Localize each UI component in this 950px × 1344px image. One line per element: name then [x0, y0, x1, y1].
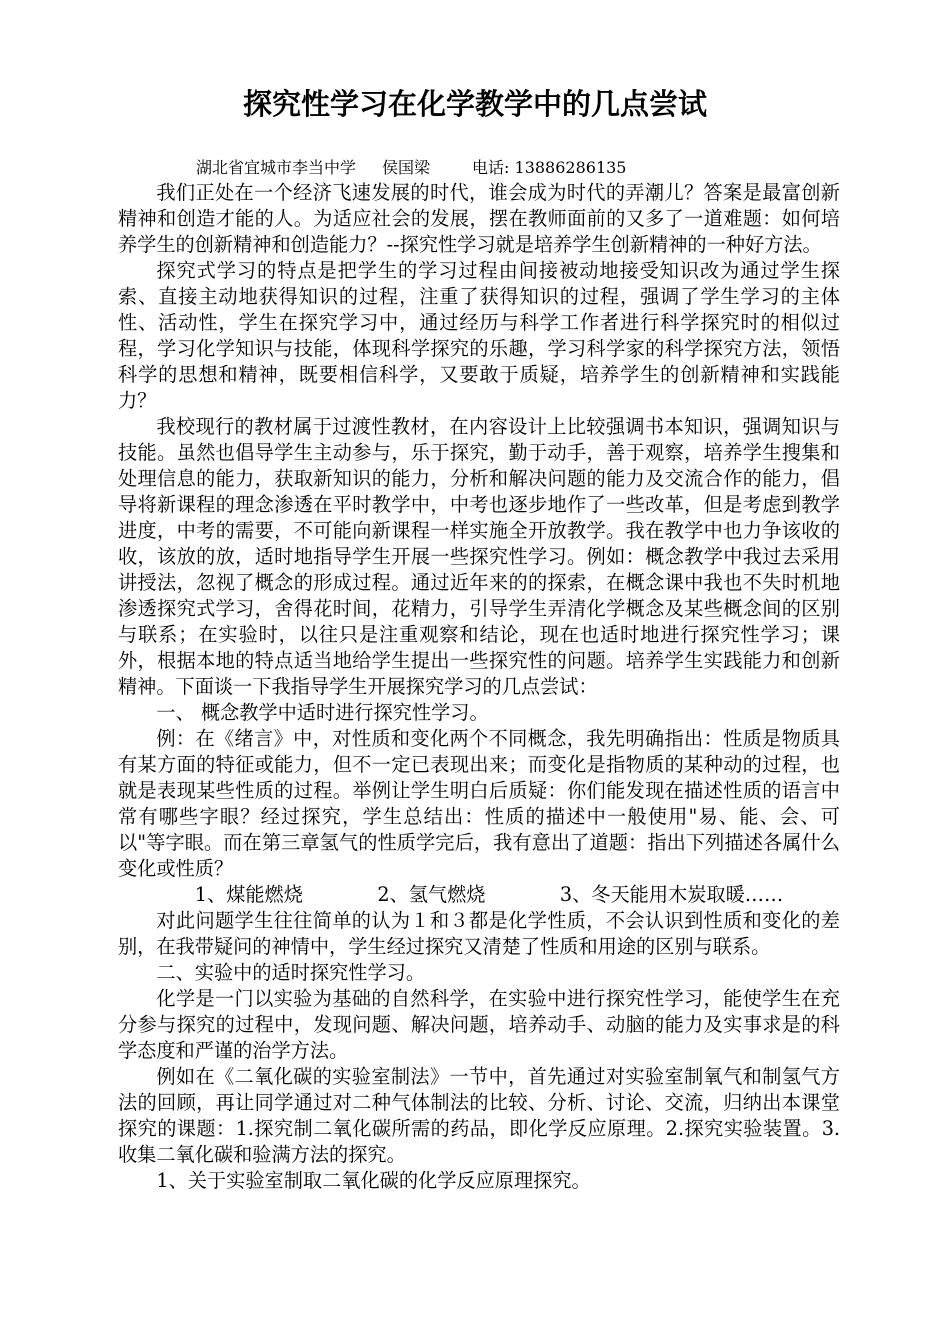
document-title: 探究性学习在化学教学中的几点尝试 — [242, 87, 707, 121]
question-items — [118, 882, 840, 908]
question-item-1: 1、煤能燃烧 — [194, 883, 303, 906]
author-name: 侯国梁 — [382, 158, 431, 177]
subsection-heading-1: 1、关于实验室制取二氧化碳的化学反应原理探究。 — [156, 1169, 591, 1192]
paragraph-characteristics: 探究式学习的特点是把学生的学习过程由间接被动地接受知识改为通过学生探索、直接主动地获得知识的过程，注重了获得知识的过程，强调了学生学习的主体性、活动性，学生在探究学习中，通过经历与科学工作者进行科学探究时的相似过程，学习化学知识与技能，体现科学探究的乐趣，学习科学家的科学探究方法，领悟科学的思想和精神，既要相信科学，又要敢于质疑，培养学生的创新精神和实践能力？ — [118, 259, 840, 412]
paragraph-example-concepts: 例：在《绪言》中，对性质和变化两个不同概念，我先明确指出：性质是物质具有某方面的特征或能力，但不一定已表现出来；而变化是指物质的某种动的过程，也就是表现某些性质的过程。举例让学生明白后质疑：你们能发现在描述性质的语言中常有哪些字眼？经过探究，学生总结出：性质的描述中一般使用"易、能、会、可以"等字眼。而在第三章氢气的性质学完后，我有意出了道题：指出下列描述各属什么变化或性质？ — [118, 727, 840, 880]
paragraph-intro: 我们正处在一个经济飞速发展的时代，谁会成为时代的弄潮儿？答案是最富创新精神和创造才能的人。为适应社会的发展，摆在教师面前的又多了一道难题：如何培养学生的创新精神和创造能力？--探究性学习就是培养学生创新精神的一种好方法。 — [118, 181, 840, 256]
paragraph-school-context: 我校现行的教材属于过渡性教材，在内容设计上比较强调书本知识，强调知识与技能。虽然也倡导学生主动参与，乐于探究，勤于动手，善于观察，培养学生搜集和处理信息的能力，获取新知识的能力，分析和解决问题的能力及交流合作的能力，倡导将新课程的理念渗透在平时教学中，中考也逐步地作了一些改革，但是考虑到教学进度，中考的需要，不可能向新课程一样实施全开放教学。我在教学中也力争该收的收，该放的放，适时地指导学生开展一些探究性学习。例如：概念教学中我过去采用讲授法，忽视了概念的形成过程。通过近年来的的探索，在概念课中我也不失时机地渗透探究式学习，舍得花时间，花精力，引导学生弄清化学概念及某些概念间的区别与联系；在实验时，以往只是注重观察和结论，现在也适时地进行探究性学习；课外，根据本地的特点适当地给学生提出一些探究性的问题。培养学生实践能力和创新精神。下面谈一下我指导学生开展探究学习的几点尝试： — [118, 415, 840, 698]
section-heading-1: 一、 概念教学中适时进行探究性学习。 — [156, 701, 489, 724]
question-item-2: 2、氢气燃烧 — [377, 883, 486, 906]
author-byline — [196, 156, 627, 180]
paragraph-co2-example: 例如在《二氧化碳的实验室制法》一节中，首先通过对实验室制氧气和制氢气方法的回顾，再让同学通过对二种气体制法的比较、分析、讨论、交流，归纳出本课堂探究的课题：1.探究制二氧化碳所需的药品，即化学反应原理。2.探究实验装置。3.收集二氧化碳和验满方法的探究。 — [118, 1065, 840, 1166]
document-body — [118, 180, 840, 1194]
paragraph-experiment-intro: 化学是一门以实验为基础的自然科学，在实验中进行探究性学习，能使学生在充分参与探究的过程中，发现问题、解决问题，培养动手、动脑的能力及实事求是的科学态度和严谨的治学方法。 — [118, 987, 840, 1062]
question-item-3: 3、冬天能用木炭取暖…… — [559, 883, 784, 906]
paragraph-student-response: 对此问题学生往往简单的认为１和３都是化学性质，不会认识到性质和变化的差别，在我带疑问的神情中，学生经过探究又清楚了性质和用途的区别与联系。 — [118, 909, 840, 958]
author-affiliation: 湖北省宜城市李当中学 — [196, 158, 357, 177]
author-phone: 电话: 13886286135 — [472, 158, 627, 177]
section-heading-2: 二、实验中的适时探究性学习。 — [156, 961, 426, 984]
